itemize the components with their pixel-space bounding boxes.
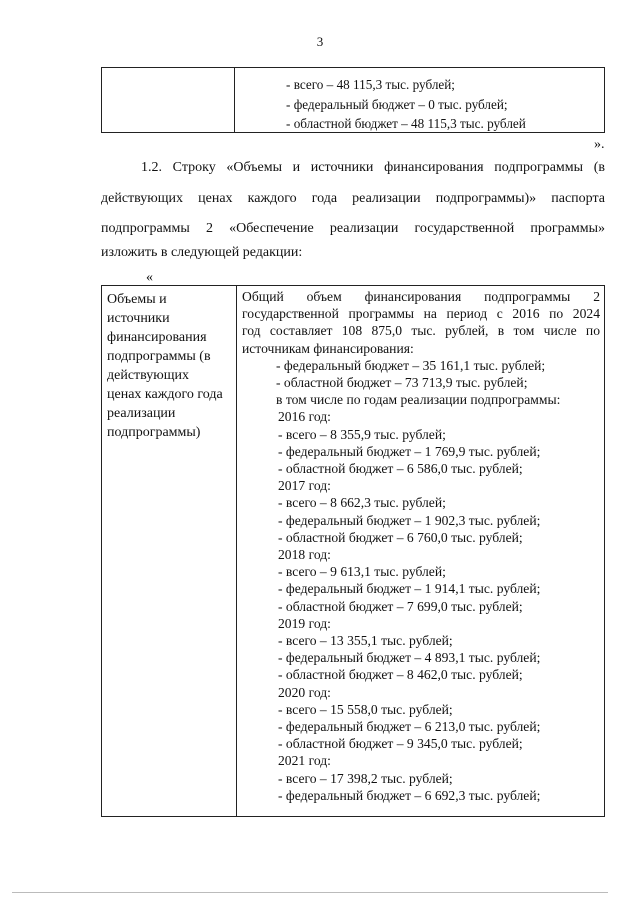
year-funding-line: - всего – 8 355,9 тыс. рублей; xyxy=(278,426,446,442)
row-label-line: ценах каждого года xyxy=(107,387,223,402)
page-number: 3 xyxy=(316,34,324,49)
intro-line: Общий объем финансирования подпрограммы 2 xyxy=(242,289,600,304)
year-heading: 2018 год: xyxy=(278,547,331,563)
funding-details-cell xyxy=(242,288,600,804)
year-funding-line: - областной бюджет – 6 760,0 тыс. рублей; xyxy=(278,529,523,545)
year-funding-line: - всего – 8 662,3 тыс. рублей; xyxy=(278,495,446,511)
funding-line: - областной бюджет – 48 115,3 тыс. рублей xyxy=(286,116,526,131)
row-label-line: источники xyxy=(107,311,170,326)
year-heading: 2017 год: xyxy=(278,478,331,494)
intro-line: государственной программы на период с 2016 по 2024 xyxy=(242,306,600,322)
table-column-divider xyxy=(236,286,237,816)
source-line: - областной бюджет – 73 713,9 тыс. рублей; xyxy=(276,375,528,391)
year-heading: 2016 год: xyxy=(278,409,331,425)
year-funding-line: - федеральный бюджет – 4 893,1 тыс. рублей; xyxy=(278,650,541,666)
year-funding-line: - всего – 15 558,0 тыс. рублей; xyxy=(278,701,453,717)
year-heading: 2020 год: xyxy=(278,684,331,700)
funding-line: - федеральный бюджет – 0 тыс. рублей; xyxy=(286,96,508,112)
row-label-cell xyxy=(107,290,231,442)
closing-quote: ». xyxy=(594,137,605,152)
by-years-label: в том числе по годам реализации подпрограммы: xyxy=(276,392,561,408)
year-funding-line: - областной бюджет – 9 345,0 тыс. рублей; xyxy=(278,736,523,752)
year-funding-line: - всего – 17 398,2 тыс. рублей; xyxy=(278,770,453,786)
year-funding-line: - всего – 9 613,1 тыс. рублей; xyxy=(278,564,446,580)
row-label-line: Объемы и xyxy=(107,292,167,307)
amendment-paragraph-line: 1.2. Строку «Объемы и источники финансирования подпрограммы (в xyxy=(141,160,605,175)
previous-table-fragment xyxy=(101,67,605,133)
row-label-line: действующих xyxy=(107,368,190,383)
table-column-divider xyxy=(234,68,235,132)
year-funding-line: - федеральный бюджет – 6 692,3 тыс. рублей; xyxy=(278,787,541,803)
footer-rule xyxy=(12,892,608,893)
row-label-line: подпрограммы) xyxy=(107,425,201,440)
year-heading: 2021 год: xyxy=(278,753,331,769)
amendment-paragraph-line: подпрограммы 2 «Обеспечение реализации государственной программы» xyxy=(101,221,605,236)
funding-table xyxy=(101,285,605,817)
intro-line: источникам финансирования: xyxy=(242,340,414,356)
year-funding-line: - всего – 13 355,1 тыс. рублей; xyxy=(278,633,453,649)
year-funding-line: - федеральный бюджет – 1 769,9 тыс. рублей; xyxy=(278,443,541,459)
year-funding-line: - федеральный бюджет – 1 914,1 тыс. рублей; xyxy=(278,581,541,597)
year-funding-line: - федеральный бюджет – 6 213,0 тыс. рублей; xyxy=(278,719,541,735)
amendment-paragraph-line: действующих ценах каждого года реализации подпрограммы)» паспорта xyxy=(101,191,605,206)
year-funding-line: - областной бюджет – 7 699,0 тыс. рублей; xyxy=(278,598,523,614)
source-line: - федеральный бюджет – 35 161,1 тыс. рублей; xyxy=(276,357,546,373)
intro-line: год составляет 108 875,0 тыс. рублей, в том числе по xyxy=(242,323,600,339)
opening-quote: « xyxy=(146,270,153,285)
year-funding-line: - областной бюджет – 6 586,0 тыс. рублей; xyxy=(278,461,523,477)
row-label-line: подпрограммы (в xyxy=(107,349,211,364)
previous-table-values xyxy=(286,75,526,134)
funding-line: - всего – 48 115,3 тыс. рублей; xyxy=(286,77,455,92)
year-funding-line: - федеральный бюджет – 1 902,3 тыс. рублей; xyxy=(278,512,541,528)
row-label-line: финансирования xyxy=(107,330,207,345)
amendment-paragraph-line: изложить в следующей редакции: xyxy=(101,245,303,260)
year-heading: 2019 год: xyxy=(278,615,331,631)
row-label-line: реализации xyxy=(107,406,176,421)
year-funding-line: - областной бюджет – 8 462,0 тыс. рублей; xyxy=(278,667,523,683)
